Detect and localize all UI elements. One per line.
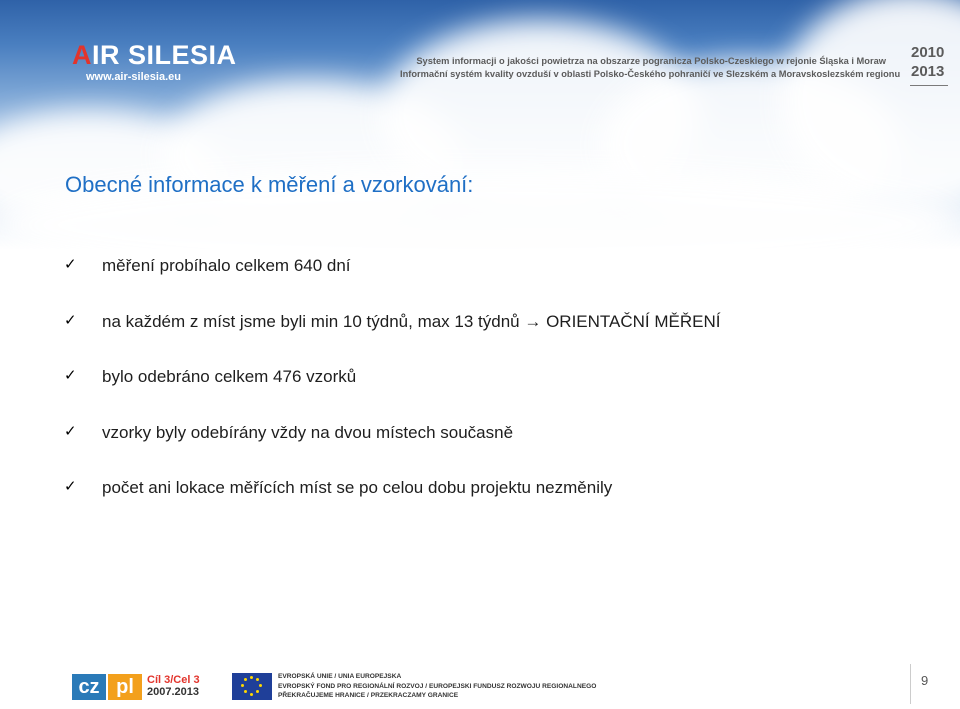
bullet-text: měření probíhalo celkem 640 dní	[102, 256, 351, 275]
year-end: 2013	[911, 63, 945, 80]
cz-logo-box: cz	[72, 674, 106, 700]
eu-funding-text	[278, 672, 596, 701]
checkmark-icon: ✓	[64, 311, 77, 329]
checkmark-icon: ✓	[64, 366, 77, 384]
header-line-polish: System informacji o jakości powietrza na obszarze pogranicza Polsko-Czeskiego w rejonie Śląska i Moraw	[416, 56, 886, 66]
eu-flag-icon	[232, 673, 272, 700]
header-line-czech: Informační systém kvality ovzduší v oblasti Polsko-Českého pohraničí ve Slezském a Moravskoslezském regionu	[400, 69, 901, 79]
checkmark-icon: ✓	[64, 477, 77, 495]
bullet-text: vzorky byly odebírány vždy na dvou místech současně	[102, 423, 514, 442]
bullet-text: na každém z míst jsme byli min 10 týdnů, max 13 týdnů → ORIENTAČNÍ MĚŘENÍ	[102, 312, 721, 331]
eu-line-2: EVROPSKÝ FOND PRO REGIONÁLNÍ ROZVOJ / EUROPEJSKI FUNDUSZ ROZWOJU REGIONALNEGO	[278, 682, 597, 690]
cil3-label: Cíl 3/Cel 3	[147, 674, 200, 686]
cil3-years: 2007.2013	[147, 686, 199, 698]
bullet-text: bylo odebráno celkem 476 vzorků	[102, 367, 357, 386]
eu-line-1: EVROPSKÁ UNIE / UNIA EUROPEJSKA	[278, 673, 402, 680]
year-divider	[910, 85, 948, 86]
checkmark-icon: ✓	[64, 255, 77, 273]
pl-logo-box: pl	[108, 674, 142, 700]
bullet-text: počet ani lokace měřících míst se po celou dobu projektu nezměnily	[102, 478, 613, 497]
page-number: 9	[921, 673, 929, 688]
logo-url: www.air-silesia.eu	[86, 71, 181, 83]
eu-line-3: PŘEKRAČUJEME HRANICE / PRZEKRACZAMY GRANICE	[278, 692, 459, 699]
slide-title: Obecné informace k měření a vzorkování:	[65, 172, 474, 197]
air-silesia-logo: AIR SILESIA	[72, 40, 237, 70]
year-start: 2010	[911, 44, 945, 61]
footer-divider	[910, 664, 911, 704]
cil3-logo	[147, 674, 200, 698]
header-banner	[0, 0, 960, 250]
checkmark-icon: ✓	[64, 422, 77, 440]
